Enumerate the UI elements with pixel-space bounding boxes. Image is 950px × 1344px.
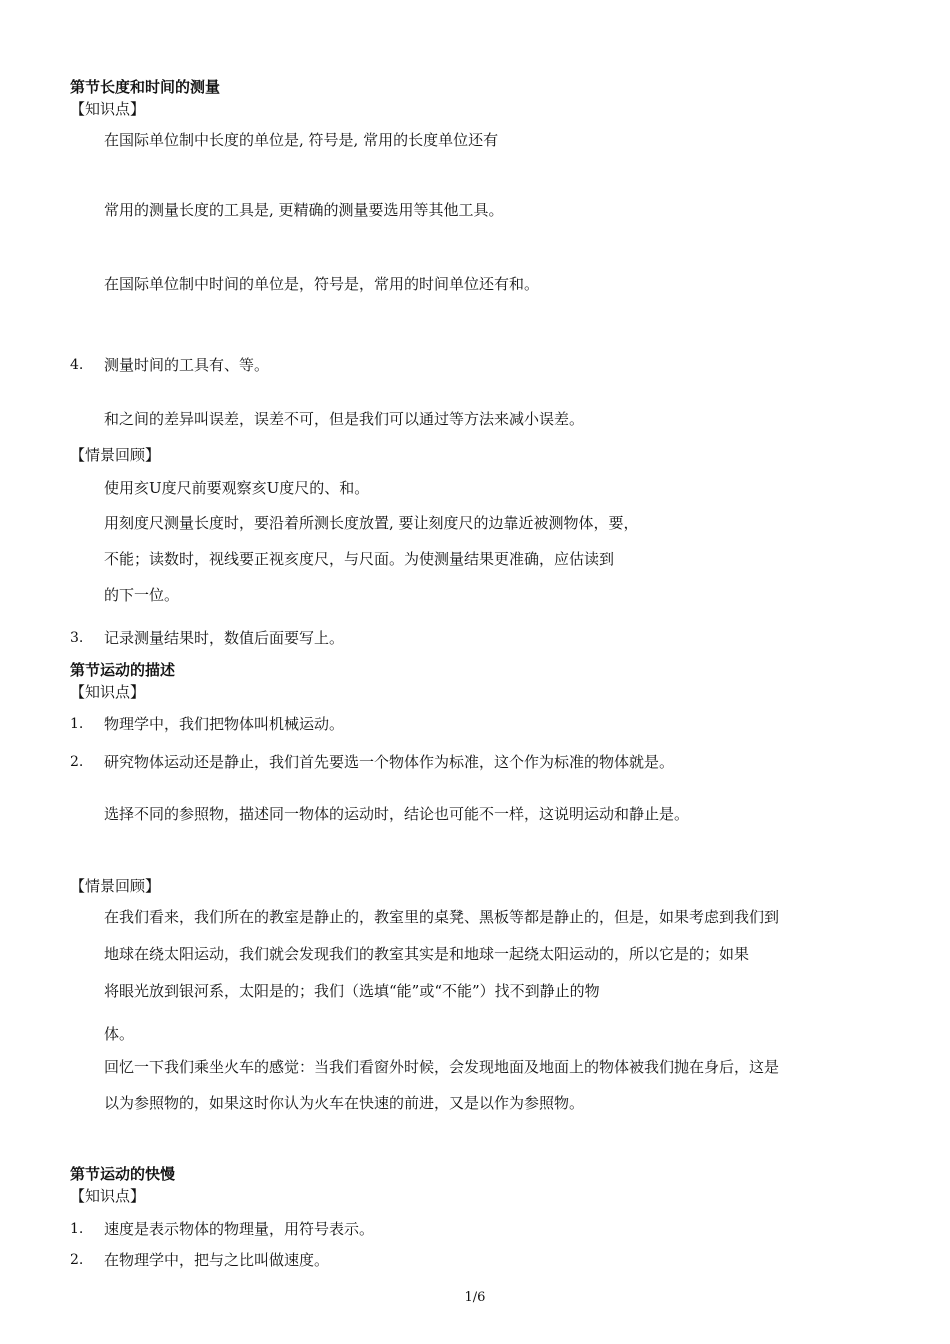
text-line: 的下一位。 <box>104 586 180 604</box>
text-line: 体。 <box>104 1025 135 1043</box>
text-line: 记录测量结果时，数值后面要写上。 <box>104 629 345 647</box>
text-line: 使用亥U度尺前要观察亥U度尺的、和。 <box>104 479 370 497</box>
text-line: 在国际单位制中长度的单位是, 符号是, 常用的长度单位还有 <box>104 131 499 149</box>
text-line: 在物理学中，把与之比叫做速度。 <box>104 1251 330 1269</box>
section-title: 第节运动的快慢 <box>70 1165 176 1183</box>
list-number: 1. <box>70 716 84 732</box>
text-line: 回忆一下我们乘坐火车的感觉：当我们看窗外时候，会发现地面及地面上的物体被我们抛在身后，这是 <box>104 1058 780 1076</box>
text-line: 地球在绕太阳运动，我们就会发现我们的教室其实是和地球一起绕太阳运动的，所以它是的；如果 <box>104 945 750 963</box>
text-line: 在我们看来，我们所在的教室是静止的，教室里的桌凳、黑板等都是静止的，但是，如果考虑到我们到 <box>104 908 780 926</box>
text-line: 速度是表示物体的物理量，用符号表示。 <box>104 1220 375 1238</box>
text-line: 研究物体运动还是静止，我们首先要选一个物体作为标准，这个作为标准的物体就是。 <box>104 753 675 771</box>
text-line: 不能；读数时，视线要正视亥度尺，与尺面。为使测量结果更准确，应估读到 <box>104 550 615 568</box>
text-line: 在国际单位制中时间的单位是，符号是，常用的时间单位还有和。 <box>104 275 540 293</box>
section-title: 第节运动的描述 <box>70 661 176 679</box>
review-tag: 【情景回顾】 <box>70 446 161 464</box>
review-tag: 【情景回顾】 <box>70 877 161 895</box>
text-line: 用刻度尺测量长度时，要沿着所测长度放置, 要让刻度尺的边靠近被测物体，要， <box>104 514 639 532</box>
knowledge-tag: 【知识点】 <box>70 100 146 118</box>
text-line: 常用的测量长度的工具是, 更精确的测量要选用等其他工具。 <box>104 201 504 219</box>
text-line: 将眼光放到银河系，太阳是的；我们（选填“能”或“不能”）找不到静止的物 <box>104 982 600 1000</box>
text-line: 选择不同的参照物，描述同一物体的运动时，结论也可能不一样，这说明运动和静止是。 <box>104 805 690 823</box>
section-title: 第节长度和时间的测量 <box>70 78 221 96</box>
list-number: 1. <box>70 1221 84 1237</box>
list-number: 3. <box>70 630 84 646</box>
knowledge-tag: 【知识点】 <box>70 683 146 701</box>
page-number: 1/6 <box>464 1290 486 1305</box>
list-number: 2. <box>70 1252 84 1268</box>
knowledge-tag: 【知识点】 <box>70 1187 146 1205</box>
list-number: 4. <box>70 357 84 373</box>
text-line: 和之间的差异叫误差，误差不可，但是我们可以通过等方法来减小误差。 <box>104 410 585 428</box>
text-line: 以为参照物的，如果这时你认为火车在快速的前进，又是以作为参照物。 <box>104 1094 585 1112</box>
text-line: 物理学中，我们把物体叫机械运动。 <box>104 715 345 733</box>
list-number: 2. <box>70 754 84 770</box>
text-line: 测量时间的工具有、等。 <box>104 356 270 374</box>
